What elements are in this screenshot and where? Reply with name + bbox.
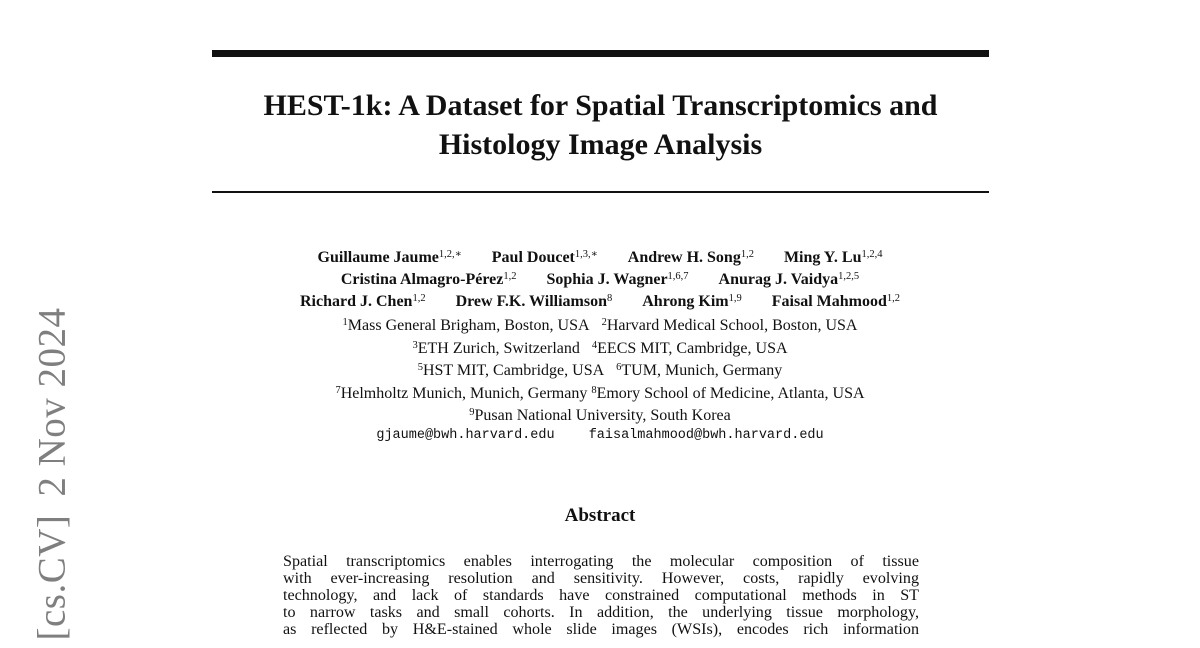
affiliation-text: TUM, Munich, Germany xyxy=(621,362,783,380)
affiliation-number: 7 xyxy=(335,384,341,396)
author-name: Andrew H. Song xyxy=(627,249,741,266)
author xyxy=(546,271,688,288)
title-line-2: Histology Image Analysis xyxy=(438,128,763,161)
affiliation-number: 3 xyxy=(412,339,418,351)
affiliation-line xyxy=(200,338,1000,361)
affiliation-number: 8 xyxy=(591,384,597,396)
title-bottom-rule xyxy=(212,191,989,193)
affiliation-text: EECS MIT, Cambridge, USA xyxy=(597,339,788,357)
author-line xyxy=(200,291,1000,313)
affiliation xyxy=(343,317,590,334)
affiliation-line xyxy=(200,360,1000,383)
author-affiliation-marks: 1,2 xyxy=(886,293,901,304)
affiliation-text: Helmholtz Munich, Munich, Germany xyxy=(340,384,588,402)
author-affiliation-marks: 1,2 xyxy=(412,293,426,304)
arxiv-category: [cs.CV] xyxy=(30,514,74,641)
title-line-1: HEST-1k: A Dataset for Spatial Transcriptomics and xyxy=(263,89,938,122)
affiliation-line xyxy=(200,383,1000,406)
author xyxy=(341,271,517,288)
author-affiliation-marks: 1,2 xyxy=(503,271,517,282)
affiliation xyxy=(469,407,731,424)
affiliation-text: Pusan National University, South Korea xyxy=(474,407,731,425)
affiliation-number: 4 xyxy=(591,339,598,351)
affiliation xyxy=(418,362,604,379)
affiliation-number: 2 xyxy=(601,317,607,328)
affiliation-line xyxy=(200,315,1000,338)
abstract-line: Spatial transcriptomics enables interrogating the molecular composition of tissue xyxy=(283,553,919,570)
author xyxy=(772,293,900,310)
author-name: Ahrong Kim xyxy=(642,293,729,310)
email-link[interactable]: gjaume@bwh.harvard.edu xyxy=(376,428,555,443)
author-affiliation-marks: 8 xyxy=(607,293,613,304)
abstract-line: as reflected by H&E-stained whole slide images (WSIs), encodes rich information xyxy=(283,621,919,638)
affiliation-text: Emory School of Medicine, Atlanta, USA xyxy=(596,384,865,402)
author xyxy=(719,271,860,288)
affiliation-number: 5 xyxy=(417,362,423,374)
affiliation-text: ETH Zurich, Switzerland xyxy=(417,339,580,357)
paper-title xyxy=(212,86,989,164)
author-affiliation-marks: 1,2,5 xyxy=(838,271,860,282)
affiliation-text: Harvard Medical School, Boston, USA xyxy=(606,317,858,334)
affiliation-text: Mass General Brigham, Boston, USA xyxy=(347,317,590,334)
author-affiliation-marks: 1,9 xyxy=(728,293,742,304)
author-affiliation-marks: 1,2 xyxy=(740,249,754,260)
author-affiliation-marks: 1,2,4 xyxy=(861,249,883,260)
author-line xyxy=(200,247,1000,269)
author-name: Sophia J. Wagner xyxy=(546,271,668,288)
contact-emails xyxy=(200,428,1000,443)
author xyxy=(784,249,883,266)
abstract-line: with ever-increasing resolution and sensitivity. However, costs, rapidly evolving xyxy=(283,570,919,587)
affiliation xyxy=(591,385,864,402)
email-link[interactable]: faisalmahmood@bwh.harvard.edu xyxy=(588,428,824,443)
author xyxy=(492,249,598,266)
author xyxy=(642,293,742,310)
arxiv-date: 2 Nov 2024 xyxy=(30,307,74,497)
author-name: Paul Doucet xyxy=(491,249,575,266)
author-name: Ming Y. Lu xyxy=(783,249,862,266)
affiliation-number: 1 xyxy=(342,317,348,328)
author-line xyxy=(200,269,1000,291)
affiliation-text: HST MIT, Cambridge, USA xyxy=(422,362,605,380)
author-name: Drew F.K. Williamson xyxy=(455,293,607,310)
author-name: Richard J. Chen xyxy=(299,293,413,310)
affiliation xyxy=(602,317,858,334)
affiliation xyxy=(335,385,587,402)
arxiv-stamp xyxy=(22,300,82,648)
abstract-heading: Abstract xyxy=(564,505,636,526)
affiliation xyxy=(616,362,782,379)
author xyxy=(318,249,462,266)
author-list xyxy=(200,247,1000,313)
author xyxy=(300,293,426,310)
author-affiliation-marks: 1,3,∗ xyxy=(574,249,598,260)
author-name: Anurag J. Vaidya xyxy=(718,271,839,288)
author-affiliation-marks: 1,2,∗ xyxy=(438,249,462,260)
affiliation-list xyxy=(200,315,1000,428)
abstract-line: to narrow tasks and small cohorts. In addition, the underlying tissue morphology, xyxy=(283,604,919,621)
affiliation xyxy=(592,340,788,357)
author-name: Faisal Mahmood xyxy=(771,293,887,310)
author-affiliation-marks: 1,6,7 xyxy=(667,271,689,282)
abstract-body xyxy=(283,553,919,638)
affiliation-line xyxy=(200,405,1000,428)
affiliation-number: 9 xyxy=(469,407,475,419)
author xyxy=(628,249,754,266)
abstract-line: technology, and lack of standards have constrained computational methods in ST xyxy=(283,587,919,604)
affiliation-number: 6 xyxy=(616,362,622,374)
title-top-rule xyxy=(212,50,989,57)
author-name: Guillaume Jaume xyxy=(317,249,439,266)
author-name: Cristina Almagro-Pérez xyxy=(340,271,504,288)
affiliation xyxy=(412,340,579,357)
author xyxy=(456,293,613,310)
